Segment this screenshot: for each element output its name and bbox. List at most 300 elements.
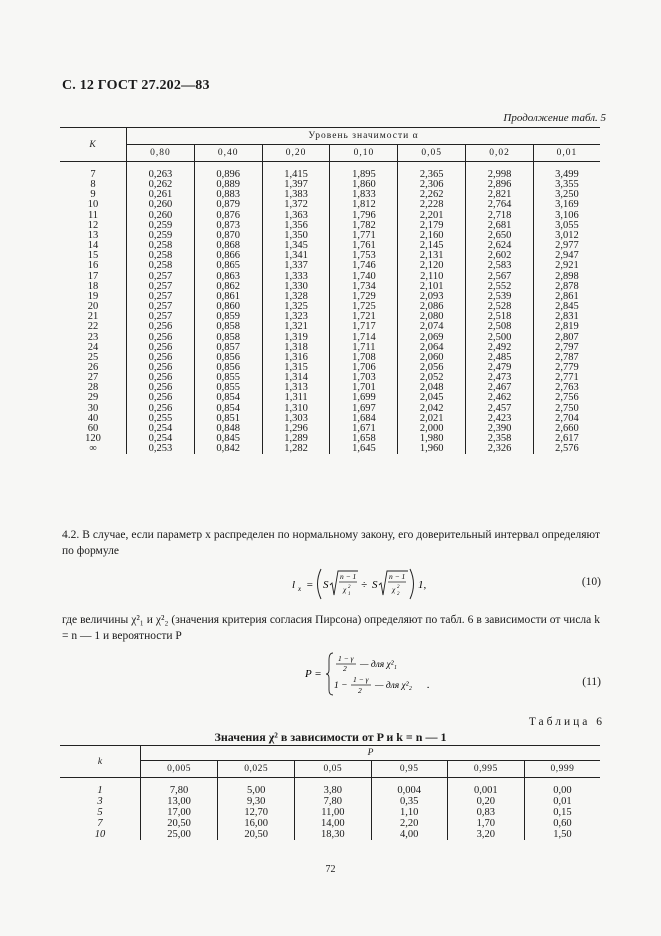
- value-cell: 1,895: [330, 162, 398, 181]
- k-cell: 1: [60, 778, 141, 797]
- value-cell: 0,256: [127, 393, 195, 403]
- value-cell: 1,321: [262, 322, 330, 332]
- value-cell: 2,110: [398, 272, 466, 282]
- value-cell: 2,624: [466, 241, 534, 251]
- k-cell: 7: [60, 818, 141, 829]
- value-cell: 0,256: [127, 383, 195, 393]
- value-cell: 2,056: [398, 363, 466, 373]
- value-cell: 2,896: [466, 180, 534, 190]
- value-cell: 3,355: [533, 180, 600, 190]
- value-cell: 20,50: [218, 829, 295, 840]
- value-cell: 1,319: [262, 333, 330, 343]
- value-cell: 0,848: [194, 424, 262, 434]
- value-cell: 11,00: [295, 807, 371, 818]
- value-cell: 1,10: [371, 807, 447, 818]
- value-cell: 2,462: [466, 393, 534, 403]
- value-cell: 2,704: [533, 414, 600, 424]
- value-cell: 5,00: [218, 778, 295, 797]
- table-row: [60, 190, 600, 200]
- value-cell: 1,70: [447, 818, 524, 829]
- table-row: [60, 251, 600, 261]
- k-cell: 22: [60, 322, 127, 332]
- value-cell: 1,980: [398, 434, 466, 444]
- table-row: [60, 292, 600, 302]
- value-cell: 0,35: [371, 796, 447, 807]
- value-cell: 3,20: [447, 829, 524, 840]
- column-header: 0,025: [218, 761, 295, 778]
- value-cell: 2,718: [466, 211, 534, 221]
- table-row: [60, 261, 600, 271]
- value-cell: 1,415: [262, 162, 330, 181]
- k-cell: ∞: [60, 444, 127, 454]
- k-cell: 14: [60, 241, 127, 251]
- value-cell: 0,255: [127, 414, 195, 424]
- table-row: [60, 796, 600, 807]
- k-cell: 10: [60, 200, 127, 210]
- table-6: [60, 745, 600, 840]
- value-cell: 1,337: [262, 261, 330, 271]
- value-cell: 0,258: [127, 251, 195, 261]
- svg-text:2: 2: [397, 592, 400, 597]
- value-cell: 2,000: [398, 424, 466, 434]
- value-cell: 2,179: [398, 221, 466, 231]
- formula-lhs: l: [292, 579, 296, 591]
- value-cell: 1,350: [262, 231, 330, 241]
- value-cell: 2,485: [466, 353, 534, 363]
- page-header: С. 12 ГОСТ 27.202—83: [62, 78, 210, 93]
- value-cell: 0,851: [194, 414, 262, 424]
- value-cell: 0,256: [127, 353, 195, 363]
- value-cell: 2,045: [398, 393, 466, 403]
- value-cell: 1,289: [262, 434, 330, 444]
- table-row: [60, 231, 600, 241]
- value-cell: 0,00: [524, 778, 600, 797]
- case2-num: 1 − γ: [353, 675, 369, 684]
- value-cell: 0,870: [194, 231, 262, 241]
- value-cell: 1,761: [330, 241, 398, 251]
- equation-number-11: (11): [582, 676, 601, 688]
- table-row: [60, 162, 600, 181]
- k-cell: 23: [60, 333, 127, 343]
- value-cell: 3,055: [533, 221, 600, 231]
- value-cell: 3,80: [295, 778, 371, 797]
- value-cell: 2,763: [533, 383, 600, 393]
- k-column-header: k: [60, 746, 141, 778]
- k-cell: 60: [60, 424, 127, 434]
- value-cell: 17,00: [141, 807, 218, 818]
- value-cell: 1,721: [330, 312, 398, 322]
- table-row: [60, 363, 600, 373]
- value-cell: 1,333: [262, 272, 330, 282]
- left-paren: [318, 569, 322, 599]
- value-cell: 0,879: [194, 200, 262, 210]
- value-cell: 2,750: [533, 404, 600, 414]
- table-row: [60, 414, 600, 424]
- k-cell: 20: [60, 302, 127, 312]
- formula-eq: =: [306, 579, 314, 591]
- value-cell: 13,00: [141, 796, 218, 807]
- k-cell: 7: [60, 162, 127, 181]
- value-cell: 1,706: [330, 363, 398, 373]
- k-cell: 27: [60, 373, 127, 383]
- k-cell: 10: [60, 829, 141, 840]
- value-cell: 0,261: [127, 190, 195, 200]
- value-cell: 2,819: [533, 322, 600, 332]
- case1-cond: — для χ²₁: [360, 660, 397, 670]
- formula-10: [292, 565, 432, 603]
- table-row: [60, 343, 600, 353]
- value-cell: 0,83: [447, 807, 524, 818]
- value-cell: 0,883: [194, 190, 262, 200]
- value-cell: 2,617: [533, 434, 600, 444]
- k-cell: 18: [60, 282, 127, 292]
- value-cell: 2,228: [398, 200, 466, 210]
- table-row: [60, 393, 600, 403]
- value-cell: 0,258: [127, 241, 195, 251]
- value-cell: 2,539: [466, 292, 534, 302]
- value-cell: 0,860: [194, 302, 262, 312]
- value-cell: 1,796: [330, 211, 398, 221]
- value-cell: 2,787: [533, 353, 600, 363]
- value-cell: 0,262: [127, 180, 195, 190]
- value-cell: 2,160: [398, 231, 466, 241]
- value-cell: 1,356: [262, 221, 330, 231]
- value-cell: 2,576: [533, 444, 600, 454]
- value-cell: 0,263: [127, 162, 195, 181]
- formula-num-1: n − 1: [340, 572, 357, 581]
- value-cell: 2,518: [466, 312, 534, 322]
- value-cell: 0,889: [194, 180, 262, 190]
- table-row: [60, 302, 600, 312]
- value-cell: 2,052: [398, 373, 466, 383]
- column-header: 0,01: [533, 145, 600, 162]
- table-row: [60, 312, 600, 322]
- value-cell: 2,086: [398, 302, 466, 312]
- value-cell: 1,699: [330, 393, 398, 403]
- value-cell: 1,323: [262, 312, 330, 322]
- case2-cond: — для χ²₂: [375, 681, 412, 691]
- column-header: 0,05: [295, 761, 371, 778]
- value-cell: 12,70: [218, 807, 295, 818]
- column-header: 0,20: [262, 145, 330, 162]
- value-cell: 1,397: [262, 180, 330, 190]
- value-cell: 2,358: [466, 434, 534, 444]
- k-cell: 40: [60, 414, 127, 424]
- value-cell: 2,080: [398, 312, 466, 322]
- value-cell: 0,861: [194, 292, 262, 302]
- value-cell: 2,457: [466, 404, 534, 414]
- formula-11-end: .: [427, 679, 430, 691]
- value-cell: 1,383: [262, 190, 330, 200]
- value-cell: 2,998: [466, 162, 534, 181]
- value-cell: 1,725: [330, 302, 398, 312]
- value-cell: 0,15: [524, 807, 600, 818]
- table-5: [60, 127, 600, 454]
- value-cell: 2,821: [466, 190, 534, 200]
- case1-den: 2: [343, 664, 347, 673]
- value-cell: 2,878: [533, 282, 600, 292]
- value-cell: 0,254: [127, 424, 195, 434]
- column-header: 0,999: [524, 761, 600, 778]
- value-cell: 2,528: [466, 302, 534, 312]
- value-cell: 0,257: [127, 302, 195, 312]
- formula-tail: 1,: [418, 579, 427, 591]
- value-cell: 1,330: [262, 282, 330, 292]
- value-cell: 1,697: [330, 404, 398, 414]
- value-cell: 1,315: [262, 363, 330, 373]
- formula-s1: S: [323, 579, 329, 591]
- value-cell: 1,303: [262, 414, 330, 424]
- value-cell: 0,256: [127, 363, 195, 373]
- value-cell: 2,583: [466, 261, 534, 271]
- formula-den-2: χ: [392, 585, 396, 594]
- table-row: [60, 383, 600, 393]
- value-cell: 0,01: [524, 796, 600, 807]
- k-cell: 11: [60, 211, 127, 221]
- value-cell: 2,567: [466, 272, 534, 282]
- k-cell: 120: [60, 434, 127, 444]
- value-cell: 0,258: [127, 261, 195, 271]
- value-cell: 0,256: [127, 343, 195, 353]
- value-cell: 0,004: [371, 778, 447, 797]
- table-row: [60, 434, 600, 444]
- value-cell: 9,30: [218, 796, 295, 807]
- value-cell: 2,861: [533, 292, 600, 302]
- value-cell: 2,845: [533, 302, 600, 312]
- table-row: [60, 322, 600, 332]
- value-cell: 2,473: [466, 373, 534, 383]
- value-cell: 2,947: [533, 251, 600, 261]
- value-cell: 2,326: [466, 444, 534, 454]
- right-paren: [410, 569, 414, 599]
- value-cell: 2,552: [466, 282, 534, 292]
- value-cell: 0,859: [194, 312, 262, 322]
- k-cell: 5: [60, 807, 141, 818]
- value-cell: 2,764: [466, 200, 534, 210]
- p-header: P: [367, 748, 374, 758]
- k-cell: 24: [60, 343, 127, 353]
- k-cell: 21: [60, 312, 127, 322]
- value-cell: 3,169: [533, 200, 600, 210]
- value-cell: 2,492: [466, 343, 534, 353]
- column-header: 0,95: [371, 761, 447, 778]
- value-cell: 1,372: [262, 200, 330, 210]
- table-row: [60, 282, 600, 292]
- value-cell: 1,684: [330, 414, 398, 424]
- value-cell: 1,717: [330, 322, 398, 332]
- value-cell: 1,345: [262, 241, 330, 251]
- value-cell: 0,256: [127, 333, 195, 343]
- value-cell: 2,042: [398, 404, 466, 414]
- formula-s2: S: [372, 579, 378, 591]
- paragraph-text: где величины χ²₁ и χ²₂ (значения критерия согласия Пирсона) определяют по табл. 6 в зависимости от числа k = n — 1 и вероятности P: [62, 614, 600, 642]
- value-cell: 2,120: [398, 261, 466, 271]
- value-cell: 1,328: [262, 292, 330, 302]
- value-cell: 0,256: [127, 373, 195, 383]
- table-row: [60, 272, 600, 282]
- k-cell: 29: [60, 393, 127, 403]
- value-cell: 0,253: [127, 444, 195, 454]
- value-cell: 16,00: [218, 818, 295, 829]
- value-cell: 2,093: [398, 292, 466, 302]
- value-cell: 4,00: [371, 829, 447, 840]
- formula-11-graphic: [305, 650, 445, 698]
- table-row: [60, 200, 600, 210]
- table-row: [60, 211, 600, 221]
- value-cell: 1,860: [330, 180, 398, 190]
- column-header: 0,05: [398, 145, 466, 162]
- value-cell: 1,703: [330, 373, 398, 383]
- value-cell: 0,845: [194, 434, 262, 444]
- value-cell: 0,856: [194, 353, 262, 363]
- value-cell: 0,858: [194, 333, 262, 343]
- table-6-label: Таблица 6: [528, 716, 605, 728]
- value-cell: 1,296: [262, 424, 330, 434]
- value-cell: 1,746: [330, 261, 398, 271]
- page-number: 72: [325, 864, 336, 875]
- value-cell: 1,740: [330, 272, 398, 282]
- value-cell: 1,734: [330, 282, 398, 292]
- k-cell: 16: [60, 261, 127, 271]
- value-cell: 0,854: [194, 393, 262, 403]
- value-cell: 2,069: [398, 333, 466, 343]
- value-cell: 0,60: [524, 818, 600, 829]
- value-cell: 2,131: [398, 251, 466, 261]
- value-cell: 0,257: [127, 282, 195, 292]
- value-cell: 0,260: [127, 200, 195, 210]
- formula-num-2: n − 1: [389, 572, 406, 581]
- value-cell: 1,753: [330, 251, 398, 261]
- value-cell: 1,671: [330, 424, 398, 434]
- k-cell: 26: [60, 363, 127, 373]
- value-cell: 2,977: [533, 241, 600, 251]
- value-cell: 1,325: [262, 302, 330, 312]
- formula-plus: ÷: [361, 579, 368, 591]
- value-cell: 2,479: [466, 363, 534, 373]
- paragraph-chi-square: [62, 612, 600, 644]
- k-cell: 15: [60, 251, 127, 261]
- value-cell: 0,865: [194, 261, 262, 271]
- table-row: [60, 353, 600, 363]
- value-cell: 14,00: [295, 818, 371, 829]
- continuation-label: Продолжение табл. 5: [503, 112, 606, 124]
- value-cell: 0,863: [194, 272, 262, 282]
- value-cell: 0,856: [194, 363, 262, 373]
- value-cell: 1,812: [330, 200, 398, 210]
- paragraph-text: 4.2. В случае, если параметр x распределен по нормальному закону, его доверительный интервал определяют по формуле: [62, 529, 600, 557]
- column-header: 0,02: [466, 145, 534, 162]
- k-cell: 12: [60, 221, 127, 231]
- value-cell: 1,658: [330, 434, 398, 444]
- k-cell: 3: [60, 796, 141, 807]
- column-header: 0,10: [330, 145, 398, 162]
- brace: [326, 653, 333, 695]
- table-row: [60, 778, 600, 797]
- value-cell: 2,681: [466, 221, 534, 231]
- value-cell: 7,80: [141, 778, 218, 797]
- value-cell: 2,101: [398, 282, 466, 292]
- value-cell: 1,960: [398, 444, 466, 454]
- value-cell: 0,257: [127, 292, 195, 302]
- value-cell: 0,257: [127, 312, 195, 322]
- table-row: [60, 444, 600, 454]
- value-cell: 1,310: [262, 404, 330, 414]
- value-cell: 1,708: [330, 353, 398, 363]
- value-cell: 2,306: [398, 180, 466, 190]
- formula-10-graphic: [292, 565, 432, 603]
- value-cell: 2,831: [533, 312, 600, 322]
- value-cell: 3,106: [533, 211, 600, 221]
- value-cell: 0,858: [194, 322, 262, 332]
- value-cell: 0,259: [127, 221, 195, 231]
- value-cell: 2,660: [533, 424, 600, 434]
- value-cell: 3,499: [533, 162, 600, 181]
- k-cell: 13: [60, 231, 127, 241]
- value-cell: 2,771: [533, 373, 600, 383]
- k-cell: 8: [60, 180, 127, 190]
- value-cell: 2,365: [398, 162, 466, 181]
- value-cell: 2,500: [466, 333, 534, 343]
- table-row: [60, 241, 600, 251]
- value-cell: 0,866: [194, 251, 262, 261]
- k-cell: 30: [60, 404, 127, 414]
- value-cell: 1,50: [524, 829, 600, 840]
- column-header: 0,80: [127, 145, 195, 162]
- table-row: [60, 221, 600, 231]
- table-row: [60, 818, 600, 829]
- value-cell: 1,771: [330, 231, 398, 241]
- value-cell: 0,259: [127, 231, 195, 241]
- value-cell: 0,855: [194, 373, 262, 383]
- value-cell: 2,650: [466, 231, 534, 241]
- value-cell: 0,857: [194, 343, 262, 353]
- value-cell: 2,797: [533, 343, 600, 353]
- case2-prefix: 1 −: [334, 681, 348, 691]
- value-cell: 2,467: [466, 383, 534, 393]
- k-cell: 17: [60, 272, 127, 282]
- value-cell: 0,842: [194, 444, 262, 454]
- formula-11-lhs: P =: [305, 668, 322, 680]
- value-cell: 3,012: [533, 231, 600, 241]
- value-cell: 2,060: [398, 353, 466, 363]
- k-cell: 28: [60, 383, 127, 393]
- column-header: 0,005: [141, 761, 218, 778]
- table-row: [60, 807, 600, 818]
- svg-text:2: 2: [348, 585, 351, 590]
- value-cell: 2,262: [398, 190, 466, 200]
- value-cell: 2,20: [371, 818, 447, 829]
- value-cell: 2,021: [398, 414, 466, 424]
- k-cell: 19: [60, 292, 127, 302]
- value-cell: 2,201: [398, 211, 466, 221]
- value-cell: 2,756: [533, 393, 600, 403]
- value-cell: 0,854: [194, 404, 262, 414]
- value-cell: 1,782: [330, 221, 398, 231]
- case2-den: 2: [358, 686, 362, 695]
- value-cell: 0,855: [194, 383, 262, 393]
- value-cell: 18,30: [295, 829, 371, 840]
- value-cell: 0,254: [127, 434, 195, 444]
- significance-level-header: Уровень значимости α: [308, 131, 419, 141]
- table-row: [60, 404, 600, 414]
- value-cell: 1,313: [262, 383, 330, 393]
- value-cell: 20,50: [141, 818, 218, 829]
- value-cell: 1,314: [262, 373, 330, 383]
- formula-11: [305, 650, 445, 698]
- value-cell: 2,602: [466, 251, 534, 261]
- value-cell: 0,876: [194, 211, 262, 221]
- table-row: [60, 829, 600, 840]
